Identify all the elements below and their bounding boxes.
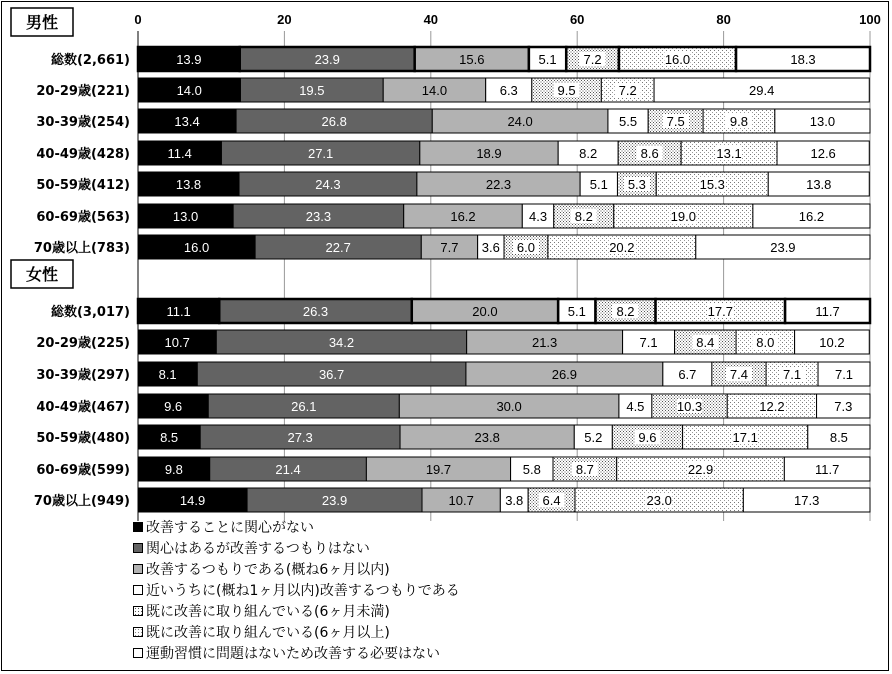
data-label: 17.1	[732, 430, 758, 445]
legend-swatch	[133, 627, 143, 637]
data-label: 23.3	[305, 209, 332, 224]
legend-label: 近いうちに(概ね1ヶ月以内)改善するつもりである	[146, 583, 460, 599]
row-label: 20-29歳(221)	[36, 84, 130, 99]
data-label: 27.3	[287, 430, 313, 445]
data-label: 7.2	[583, 52, 602, 67]
data-label: 19.0	[670, 209, 696, 224]
data-label: 8.2	[579, 146, 598, 161]
data-label: 9.8	[729, 114, 749, 129]
row-label: 総数(3,017)	[50, 305, 130, 320]
data-label: 12.2	[759, 399, 785, 414]
legend-item	[133, 644, 440, 664]
data-label: 26.9	[551, 367, 578, 382]
legend-swatch	[133, 585, 143, 595]
row-label: 30-39歳(297)	[36, 368, 130, 383]
row-label: 総数(2,661)	[50, 53, 130, 68]
data-label: 8.0	[756, 335, 775, 350]
data-label: 27.1	[307, 146, 334, 161]
data-label: 5.1	[589, 177, 608, 192]
data-label: 7.2	[618, 83, 637, 98]
x-tick-label: 80	[716, 12, 731, 27]
data-label: 34.2	[328, 335, 355, 350]
data-label: 3.8	[505, 493, 524, 508]
data-label: 22.7	[325, 240, 351, 255]
data-label: 9.8	[164, 462, 183, 477]
data-label: 14.0	[176, 83, 202, 98]
row-label: 70歳以上(949)	[33, 494, 130, 509]
data-label: 13.1	[716, 146, 742, 161]
data-label: 6.4	[542, 493, 561, 508]
legend-item	[133, 602, 390, 622]
data-label: 9.5	[557, 83, 576, 98]
data-label: 21.3	[531, 335, 558, 350]
row-label: 40-49歳(428)	[36, 147, 130, 162]
data-label: 14.9	[179, 493, 206, 508]
data-label: 7.7	[440, 240, 459, 255]
legend-item	[133, 623, 390, 643]
data-label: 23.0	[646, 493, 672, 508]
row-label: 70歳以上(783)	[33, 241, 130, 256]
data-label: 11.1	[166, 304, 191, 319]
data-label: 22.9	[687, 462, 714, 477]
row-label: 60-69歳(563)	[36, 210, 130, 225]
data-label: 10.7	[164, 335, 190, 350]
data-label: 8.2	[616, 304, 635, 319]
data-label: 26.8	[321, 114, 347, 129]
data-label: 18.9	[476, 146, 502, 161]
data-label: 13.8	[806, 177, 832, 192]
legend-label: 改善するつもりである(概ね6ヶ月以内)	[146, 562, 390, 578]
legend-label: 運動習慣に問題はないため改善する必要はない	[146, 646, 440, 662]
group-heading: 男性	[25, 13, 59, 32]
data-label: 5.8	[522, 462, 541, 477]
data-label: 18.3	[790, 52, 816, 67]
data-label: 11.4	[167, 146, 192, 161]
data-label: 15.6	[459, 52, 485, 67]
data-label: 10.3	[676, 399, 703, 414]
legend-label: 既に改善に取り組んでいる(6ヶ月未満)	[146, 604, 390, 620]
legend-item	[133, 539, 370, 559]
data-label: 7.1	[783, 367, 802, 382]
data-label: 36.7	[318, 367, 345, 382]
data-label: 12.6	[810, 146, 836, 161]
legend-swatch	[133, 522, 143, 532]
data-label: 23.8	[474, 430, 500, 445]
row-label: 50-59歳(412)	[36, 178, 130, 193]
data-label: 30.0	[496, 399, 522, 414]
data-label: 19.7	[425, 462, 452, 477]
legend-item	[133, 581, 460, 601]
legend-label: 改善することに関心がない	[146, 520, 314, 536]
data-label: 8.2	[574, 209, 593, 224]
legend-label: 既に改善に取り組んでいる(6ヶ月以上)	[146, 625, 390, 641]
data-label: 17.7	[707, 304, 733, 319]
data-label: 3.6	[481, 240, 500, 255]
data-label: 13.9	[176, 52, 202, 67]
legend-swatch	[133, 648, 143, 658]
data-label: 13.8	[175, 177, 202, 192]
data-label: 10.7	[448, 493, 474, 508]
data-label: 5.1	[538, 52, 557, 67]
data-label: 16.2	[798, 209, 825, 224]
row-label: 50-59歳(480)	[36, 431, 130, 446]
data-label: 7.4	[729, 367, 749, 382]
data-label: 16.0	[183, 240, 210, 255]
data-label: 11.7	[815, 304, 840, 319]
data-label: 22.3	[485, 177, 512, 192]
data-label: 9.6	[164, 399, 183, 414]
chart-frame	[1, 1, 889, 671]
data-label: 23.9	[321, 493, 348, 508]
x-tick-label: 0	[134, 12, 142, 27]
data-label: 16.2	[450, 209, 476, 224]
legend-swatch	[133, 606, 143, 616]
data-label: 6.0	[516, 240, 535, 255]
data-label: 6.7	[678, 367, 697, 382]
data-label: 7.1	[834, 367, 854, 382]
data-label: 15.3	[699, 177, 725, 192]
data-label: 5.5	[619, 114, 638, 129]
data-label: 14.0	[421, 83, 448, 98]
legend-swatch	[133, 564, 143, 574]
data-label: 13.0	[809, 114, 836, 129]
legend-label: 関心はあるが改善するつもりはない	[146, 541, 370, 557]
data-label: 20.2	[609, 240, 635, 255]
stacked-bar-chart	[2, 2, 890, 522]
legend-item	[133, 518, 314, 538]
data-label: 5.1	[567, 304, 586, 319]
data-label: 9.6	[638, 430, 657, 445]
data-label: 16.0	[664, 52, 691, 67]
data-label: 6.3	[499, 83, 518, 98]
data-label: 8.7	[575, 462, 594, 477]
data-label: 4.5	[626, 399, 645, 414]
data-label: 13.4	[174, 114, 200, 129]
row-label: 60-69歳(599)	[36, 463, 130, 478]
data-label: 24.3	[315, 177, 341, 192]
row-label: 40-49歳(467)	[36, 400, 130, 415]
x-tick-label: 100	[859, 12, 881, 27]
data-label: 17.3	[794, 493, 820, 508]
data-label: 19.5	[299, 83, 325, 98]
data-label: 11.7	[815, 462, 840, 477]
group-heading: 女性	[25, 265, 59, 284]
legend-swatch	[133, 543, 143, 553]
data-label: 8.4	[696, 335, 715, 350]
data-label: 20.0	[472, 304, 498, 319]
data-label: 29.4	[749, 83, 775, 98]
x-tick-label: 60	[569, 12, 585, 27]
row-label: 20-29歳(225)	[36, 336, 130, 351]
data-label: 8.5	[829, 430, 848, 445]
data-label: 4.3	[528, 209, 548, 224]
data-label: 5.3	[627, 177, 646, 192]
data-label: 26.1	[291, 399, 317, 414]
x-tick-label: 40	[423, 12, 439, 27]
data-label: 8.5	[160, 430, 179, 445]
data-label: 23.9	[314, 52, 340, 67]
data-label: 8.1	[158, 367, 177, 382]
data-label: 7.1	[639, 335, 658, 350]
data-label: 10.2	[819, 335, 845, 350]
data-label: 8.6	[640, 146, 659, 161]
data-label: 21.4	[275, 462, 301, 477]
data-label: 24.0	[507, 114, 533, 129]
data-label: 26.3	[302, 304, 329, 319]
legend-item	[133, 560, 390, 580]
x-tick-label: 20	[277, 12, 292, 27]
data-label: 13.0	[172, 209, 199, 224]
data-label: 23.9	[770, 240, 796, 255]
data-label: 5.2	[584, 430, 603, 445]
data-label: 7.3	[834, 399, 853, 414]
row-label: 30-39歳(254)	[36, 115, 130, 130]
data-label: 7.5	[666, 114, 685, 129]
